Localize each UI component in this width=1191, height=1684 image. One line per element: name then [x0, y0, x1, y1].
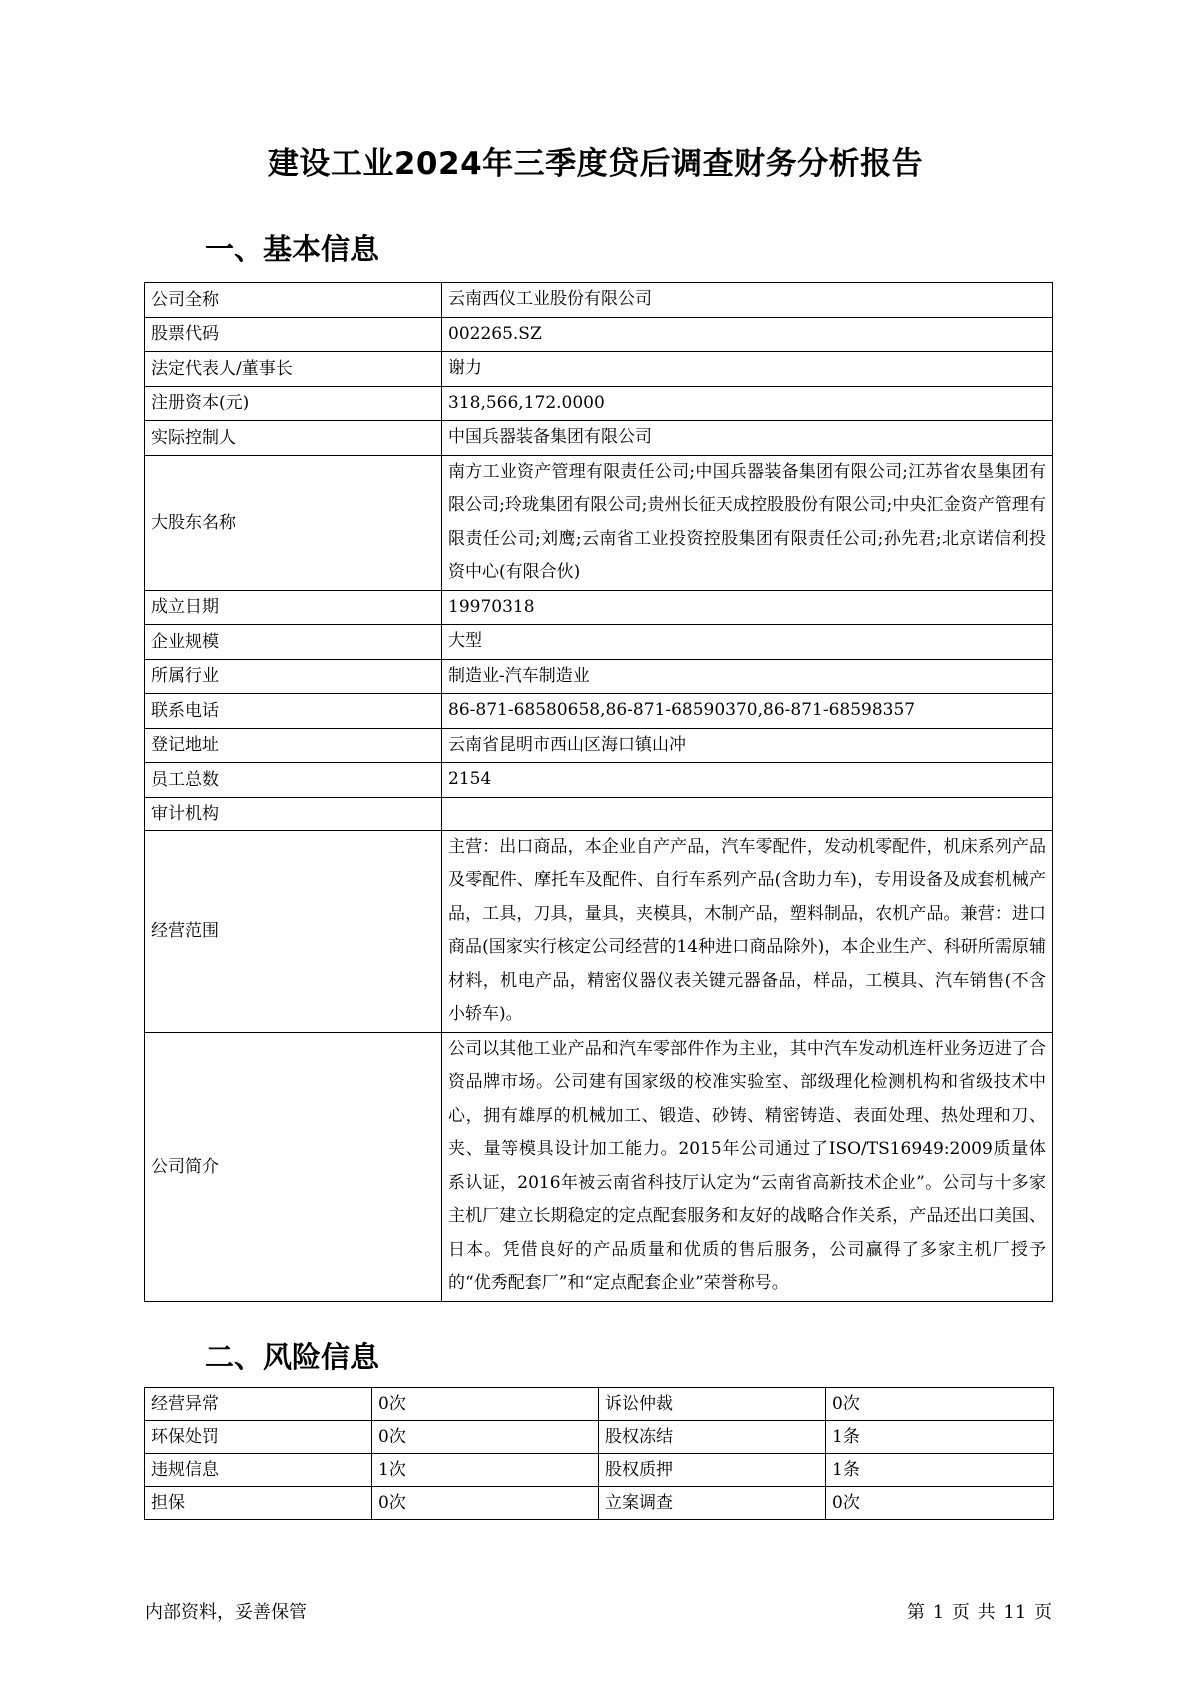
info-value: 主营：出口商品，本企业自产产品，汽车零配件，发动机零配件，机床系列产品及零配件、摩托车及配件、自行车系列产品(含助力车)，专用设备及成套机械产品，工具，刀具，量具，夹模具，木制产品，塑料制品，农机产品。兼营：进口商品(国家实行核定公司经营的14种进口商品除外)，本企业生产、科研所需原辅材料，机电产品，精密仪器仪表关键元器备品，样品，工模具、汽车销售(不含小轿车)。 [442, 830, 1053, 1032]
risk-value: 0次 [372, 1388, 599, 1421]
table-row [145, 659, 1053, 694]
risk-value: 0次 [372, 1421, 599, 1454]
table-row [145, 352, 1053, 387]
info-value: 公司以其他工业产品和汽车零部件作为主业，其中汽车发动机连杆业务迈进了合资品牌市场。公司建有国家级的校准实验室、部级理化检测机构和省级技术中心，拥有雄厚的机械加工、锻造、砂铸、精密铸造、表面处理、热处理和刀、夹、量等模具设计加工能力。2015年公司通过了ISO/TS16949:2009质量体系认证，2016年被云南省科技厅认定为“云南省高新技术企业”。公司与十多家主机厂建立长期稳定的定点配套服务和友好的战略合作关系，产品还出口美国、日本。凭借良好的产品质量和优质的售后服务，公司赢得了多家主机厂授予的“优秀配套厂”和“定点配套企业”荣誉称号。 [442, 1032, 1053, 1301]
page-number: 第 1 页 共 11 页 [907, 1602, 1052, 1623]
table-row [145, 590, 1053, 625]
info-value: 中国兵器装备集团有限公司 [442, 421, 1053, 456]
risk-value: 0次 [826, 1487, 1054, 1520]
risk-value: 1条 [826, 1421, 1054, 1454]
risk-key: 违规信息 [145, 1454, 372, 1487]
table-row [145, 1421, 1054, 1454]
table-row [145, 1388, 1054, 1421]
risk-key: 诉讼仲裁 [599, 1388, 826, 1421]
info-value: 云南省昆明市西山区海口镇山冲 [442, 728, 1053, 763]
info-key: 审计机构 [145, 797, 442, 830]
info-key: 公司简介 [145, 1032, 442, 1301]
info-key: 所属行业 [145, 659, 442, 694]
report-title: 建设工业2024年三季度贷后调查财务分析报告 [267, 146, 924, 182]
table-row [145, 455, 1053, 590]
info-key: 公司全称 [145, 283, 442, 318]
risk-value: 0次 [826, 1388, 1054, 1421]
risk-value: 1条 [826, 1454, 1054, 1487]
info-value: 谢力 [442, 352, 1053, 387]
risk-key: 环保处罚 [145, 1421, 372, 1454]
risk-value: 1次 [372, 1454, 599, 1487]
risk-key: 股权质押 [599, 1454, 826, 1487]
info-key: 实际控制人 [145, 421, 442, 456]
table-row [145, 830, 1053, 1032]
table-row [145, 763, 1053, 798]
info-value: 19970318 [442, 590, 1053, 625]
info-value: 南方工业资产管理有限责任公司;中国兵器装备集团有限公司;江苏省农垦集团有限公司;玲珑集团有限公司;贵州长征天成控股股份有限公司;中央汇金资产管理有限责任公司;刘鹰;云南省工业投资控股集团有限责任公司;孙先君;北京诺信利投资中心(有限合伙) [442, 455, 1053, 590]
confidential-note: 内部资料，妥善保管 [145, 1602, 307, 1623]
info-value: 大型 [442, 625, 1053, 660]
table-row [145, 317, 1053, 352]
basic-info-table [144, 282, 1053, 1302]
info-key: 大股东名称 [145, 455, 442, 590]
info-value: 86-871-68580658,86-871-68590370,86-871-68598357 [442, 694, 1053, 729]
table-row [145, 386, 1053, 421]
info-key: 登记地址 [145, 728, 442, 763]
table-row [145, 728, 1053, 763]
risk-key: 担保 [145, 1487, 372, 1520]
info-key: 注册资本(元) [145, 386, 442, 421]
info-value: 318,566,172.0000 [442, 386, 1053, 421]
info-value: 云南西仪工业股份有限公司 [442, 283, 1053, 318]
info-key: 员工总数 [145, 763, 442, 798]
risk-info-table [144, 1387, 1054, 1520]
table-row [145, 283, 1053, 318]
table-row [145, 797, 1053, 830]
table-row [145, 694, 1053, 729]
table-row [145, 1454, 1054, 1487]
info-value [442, 797, 1053, 830]
info-value: 制造业-汽车制造业 [442, 659, 1053, 694]
risk-value: 0次 [372, 1487, 599, 1520]
info-key: 成立日期 [145, 590, 442, 625]
section-risk-info-heading: 二、风险信息 [205, 1340, 380, 1374]
table-row [145, 1487, 1054, 1520]
info-key: 经营范围 [145, 830, 442, 1032]
section-basic-info-heading: 一、基本信息 [205, 232, 380, 266]
table-row [145, 1032, 1053, 1301]
table-row [145, 625, 1053, 660]
info-key: 企业规模 [145, 625, 442, 660]
risk-key: 股权冻结 [599, 1421, 826, 1454]
info-value: 2154 [442, 763, 1053, 798]
table-row [145, 421, 1053, 456]
info-key: 联系电话 [145, 694, 442, 729]
risk-key: 立案调查 [599, 1487, 826, 1520]
info-key: 股票代码 [145, 317, 442, 352]
info-key: 法定代表人/董事长 [145, 352, 442, 387]
info-value: 002265.SZ [442, 317, 1053, 352]
risk-key: 经营异常 [145, 1388, 372, 1421]
